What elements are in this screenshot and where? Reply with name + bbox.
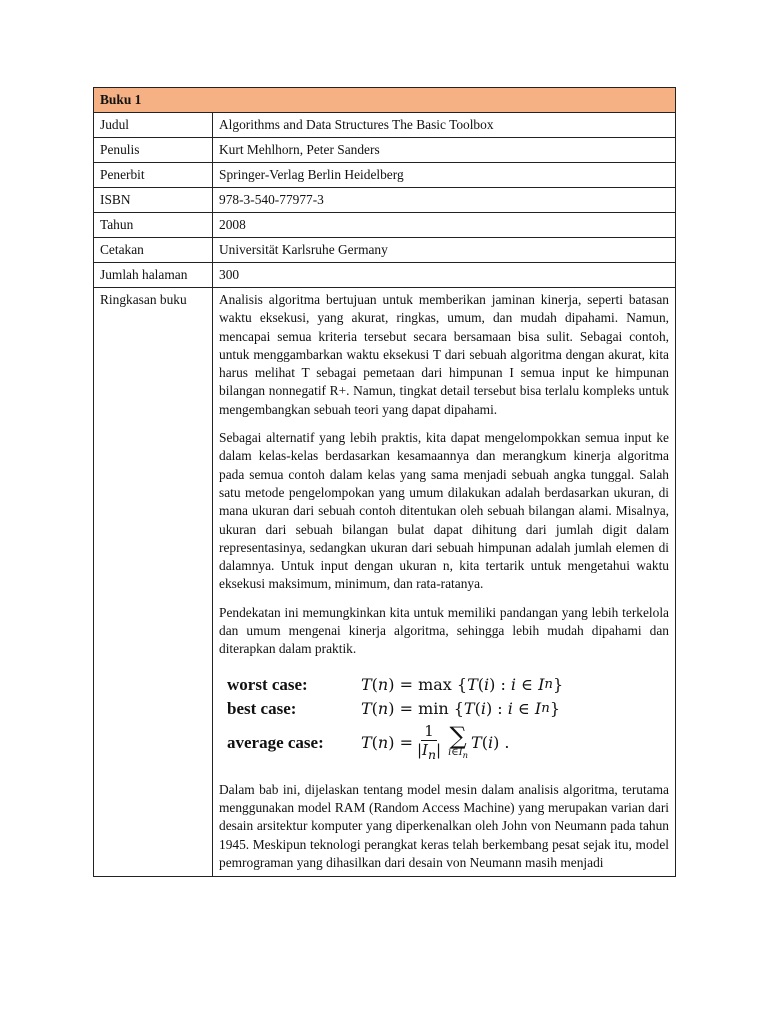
table-row xyxy=(94,213,676,238)
best-case-row xyxy=(227,697,669,721)
best-case-label: best case: xyxy=(227,698,297,718)
row-value: Algorithms and Data Structures The Basic Toolbox xyxy=(213,113,676,138)
row-label: Judul xyxy=(94,113,213,138)
summary-paragraph: Dalam bab ini, dijelaskan tentang model mesin dalam analisis algoritma, terutama menggunakan model RAM (Random Access Machine) yang merupakan varian dari desain arsitektur komputer yang diperkenalkan oleh John von Neumann pada tahun 1945. Meskipun teknologi perangkat keras telah berkembang pesat sejak itu, model pemrograman yang dihasilkan dari desain von Neumann masih menjadi xyxy=(219,781,669,870)
worst-case-expression: T ( n ) = max { T ( i ) : i ∈ I n } xyxy=(361,674,564,694)
fraction: $\frac{1}{|I_n|}$ xyxy=(416,721,442,762)
summation-symbol: ∑ $i\in I_n$ xyxy=(448,721,469,760)
runtime-formula xyxy=(227,673,669,765)
document-page xyxy=(93,87,676,877)
summary-paragraph: Sebagai alternatif yang lebih praktis, kita dapat mengelompokkan semua input ke dalam kelas-kelas berdasarkan kesamaannya dan merangkum kinerja algoritma pada semua contoh dalam kelas yang sama menjadi sebuah angka tunggal. Salah satu metode pengelompokan yang umum dilakukan adalah berdasarkan ukuran, di mana ukuran dari sebuah contoh ditentukan oleh sebuah bilangan alami. Misalnya, ukuran dari sebuah bilangan bulat dapat dihitung dari jumlah digit dalam representasinya, sedangkan ukuran dari sebuah himpunan adalah jumlah elemen di dalamnya. Untuk input dengan ukuran n, kita tertarik untuk mengetahui waktu eksekusi maksimum, minimum, dan rata-ratanya. xyxy=(219,430,669,592)
worst-case-label: worst case: xyxy=(227,674,308,694)
summary-row xyxy=(94,288,676,877)
table-row xyxy=(94,263,676,288)
row-label: Penulis xyxy=(94,138,213,163)
max-operator: max xyxy=(418,674,452,694)
row-value: 978-3-540-77977-3 xyxy=(213,188,676,213)
table-row xyxy=(94,188,676,213)
row-label: Penerbit xyxy=(94,163,213,188)
average-case-label: average case: xyxy=(227,732,324,752)
worst-case-row xyxy=(227,673,669,697)
book-info-table xyxy=(93,87,676,877)
row-value: Springer-Verlag Berlin Heidelberg xyxy=(213,163,676,188)
summary-paragraph: Analisis algoritma bertujuan untuk memberikan jaminan kinerja, seperti batasan waktu eksekusi, yang akurat, ringkas, umum, dan mudah dipahami. Namun, mencapai semua kriteria tersebut secara bersamaan bisa sulit. Sebagai contoh, untuk menggambarkan waktu eksekusi T dari sebuah algoritma dengan akurat, kita harus melihat T sebagai pemetaan dari himpunan I semua input ke himpunan bilangan nonnegatif R+. Namun, tingkat detail tersebut bisa terlalu kompleks untuk mengembangkan sebuah teori yang dapat dipahami. xyxy=(219,292,669,417)
row-label: Tahun xyxy=(94,213,213,238)
summary-cell xyxy=(213,288,676,877)
average-case-expression: T ( n ) = $\frac{1}{|I_n|}$ ∑ $i\in I_n$ T ( i ) . xyxy=(361,721,510,762)
row-label: Jumlah halaman xyxy=(94,263,213,288)
row-label: ISBN xyxy=(94,188,213,213)
summary-label: Ringkasan buku xyxy=(94,288,213,877)
row-value: 2008 xyxy=(213,213,676,238)
row-label: Cetakan xyxy=(94,238,213,263)
table-header-row xyxy=(94,88,676,113)
table-header: Buku 1 xyxy=(94,88,676,113)
table-row xyxy=(94,163,676,188)
min-operator: min xyxy=(418,698,449,718)
table-row xyxy=(94,113,676,138)
row-value: Universität Karlsruhe Germany xyxy=(213,238,676,263)
table-row xyxy=(94,238,676,263)
summary-paragraph: Pendekatan ini memungkinkan kita untuk memiliki pandangan yang lebih terkelola dan umum mengenai kinerja algoritma, sehingga lebih mudah dipahami dan diterapkan dalam praktik. xyxy=(219,604,669,657)
best-case-expression: T ( n ) = min { T ( i ) : i ∈ I n } xyxy=(361,698,561,718)
row-value: Kurt Mehlhorn, Peter Sanders xyxy=(213,138,676,163)
average-case-row xyxy=(227,721,669,765)
table-row xyxy=(94,138,676,163)
row-value: 300 xyxy=(213,263,676,288)
